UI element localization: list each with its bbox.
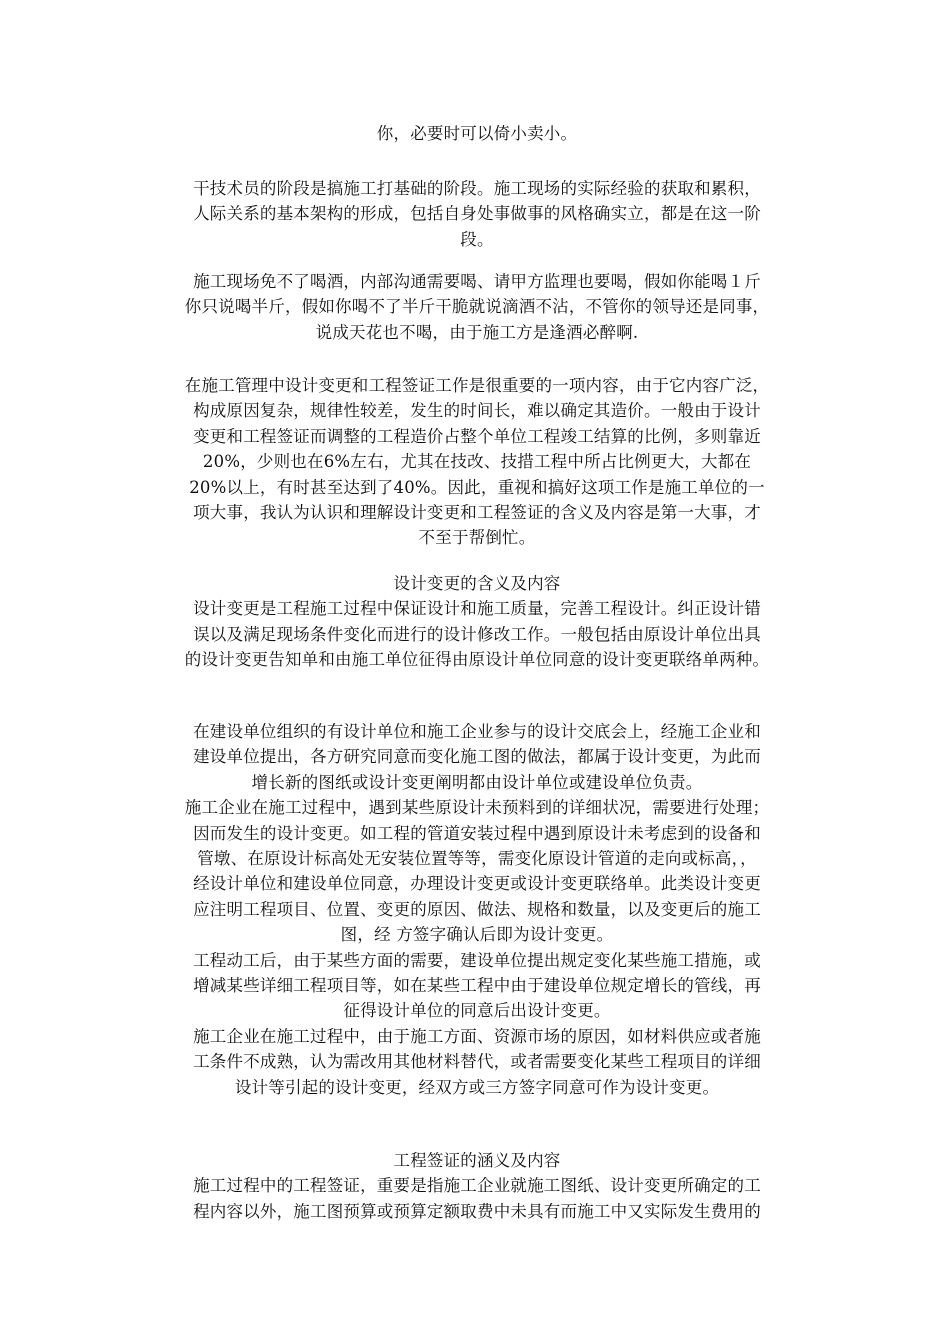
section-engineering-visa	[147, 1148, 807, 1224]
text-line: 设计等引起的设计变更，经双方或三方签字同意可作为设计变更。	[234, 1077, 720, 1097]
text-line: 增减某些详细工程项目等，如在某些工程中由于建设单位规定增长的管线，再	[193, 976, 761, 996]
text-line: 20%以上，有时甚至达到了40%。因此，重视和搞好这项工作是施工单位的一	[189, 477, 765, 497]
text-line: 的设计变更告知单和由施工单位征得由原设计单位同意的设计变更联络单两种。	[184, 650, 770, 670]
text-line: 施工企业在施工过程中，由于施工方面、资源市场的原因，如材料供应或者施	[193, 1026, 761, 1046]
text-line: 误以及满足现场条件变化而进行的设计修改工作。一般包括由原设计单位出具	[193, 624, 761, 644]
text-line: 因而发生的设计变更。如工程的管道安装过程中遇到原设计未考虑到的设备和	[193, 823, 761, 843]
section-design-change	[147, 571, 807, 673]
text-line: 管墩、在原设计标高处无安装位置等等，需变化原设计管道的走向或标高，，	[197, 849, 757, 869]
paragraph-technician-stage	[147, 176, 807, 252]
text-line: 工条件不成熟，认为需改用其他材料替代，或者需要变化某些工程项目的详细	[193, 1052, 761, 1072]
text-line: 工程动工后，由于某些方面的需要，建设单位提出规定变化某些施工措施，或	[193, 950, 761, 970]
text-line: 构成原因复杂，规律性较差，发生的时间长，难以确定其造价。一般由于设计	[193, 401, 761, 421]
text-line: 你，必要时可以倚小卖小。	[376, 124, 578, 143]
text-line: 变更和工程签证而调整的工程造价占整个单位工程竣工结算的比例，多则靠近	[193, 426, 761, 446]
text-line: 在建设单位组织的有设计单位和施工企业参与的设计交底会上，经施工企业和	[193, 722, 761, 741]
text-line: 征得设计单位的同意后出设计变更。	[343, 1001, 611, 1021]
text-line: 说成天花也不喝，由于施工方是逢酒必醉啊.	[315, 322, 639, 342]
text-line: 不至于帮倒忙。	[418, 528, 536, 548]
text-line: 你只说喝半斤，假如你喝不了半斤干脆就说滴酒不沾，不管你的领导还是同事，	[184, 297, 770, 317]
text-line: 图，经 方签字确认后即为设计变更。	[340, 925, 614, 945]
text-line: 20%，少则也在6%左右，尤其在技改、技措工程中所占比例更大，大都在	[202, 452, 752, 472]
text-line: 干技术员的阶段是搞施工打基础的阶段。施工现场的实际经验的获取和累积，	[193, 179, 761, 198]
text-line: 项大事，我认为认识和理解设计变更和工程签证的含义及内容是第一大事，才	[193, 503, 761, 523]
section-heading: 工程签证的涵义及内容	[393, 1151, 561, 1170]
text-line: 程内容以外，施工图预算或预算定额取费中未具有而施工中又实际发生费用的	[193, 1201, 761, 1221]
paragraph-intro-closing	[147, 121, 807, 146]
text-line: 施工企业在施工过程中，遇到某些原设计未预料到的详细状况，需要进行处理；	[184, 798, 770, 818]
text-line: 施工现场免不了喝酒，内部沟通需要喝、请甲方监理也要喝，假如你能喝１斤	[193, 272, 761, 291]
paragraph-design-change-intro	[147, 373, 807, 551]
text-line: 在施工管理中设计变更和工程签证工作是很重要的一项内容，由于它内容广泛，	[184, 376, 770, 395]
text-line: 施工过程中的工程签证，重要是指施工企业就施工图纸、设计变更所确定的工	[193, 1176, 761, 1196]
section-heading: 设计变更的含义及内容	[393, 574, 561, 593]
text-line: 段。	[460, 229, 494, 249]
text-line: 应注明工程项目、位置、变更的原因、做法、规格和数量，以及变更后的施工	[193, 899, 761, 919]
paragraph-drinking	[147, 269, 807, 345]
paragraph-design-change-cases	[147, 719, 807, 1100]
text-line: 增长新的图纸或设计变更阐明都由设计单位或建设单位负责。	[251, 772, 703, 792]
text-line: 建设单位提出，各方研究同意而变化施工图的做法，都属于设计变更，为此而	[193, 747, 761, 767]
text-line: 人际关系的基本架构的形成，包括自身处事做事的风格确实立，都是在这一阶	[193, 204, 761, 224]
text-line: 经设计单位和建设单位同意，办理设计变更或设计变更联络单。此类设计变更	[193, 874, 761, 894]
text-line: 设计变更是工程施工过程中保证设计和施工质量，完善工程设计。纠正设计错	[193, 599, 761, 619]
